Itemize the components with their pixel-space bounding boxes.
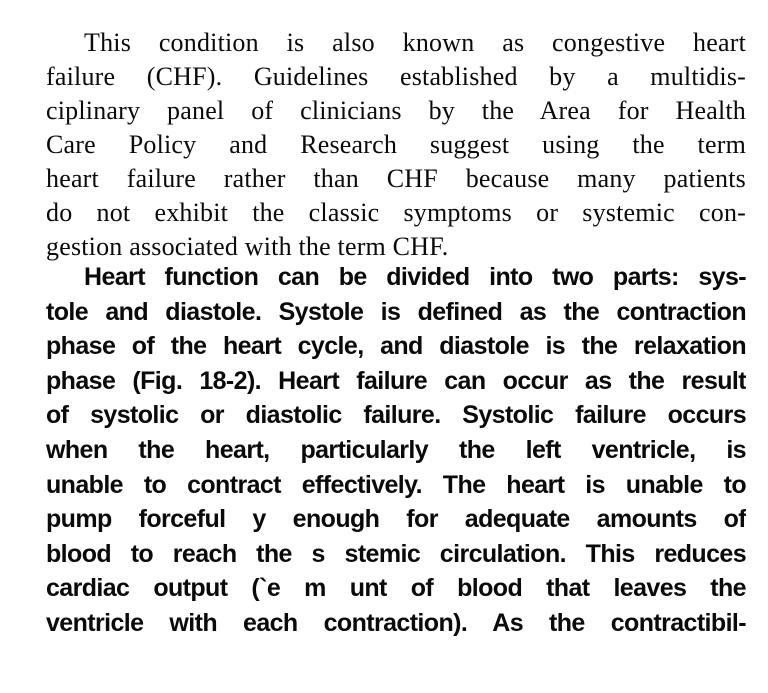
- text-line: when the heart, particularly the left ventricle, is: [46, 435, 746, 464]
- text-line: gestion associated with the term CHF.: [46, 232, 449, 261]
- text-line: phase (Fig. 18-2). Heart failure can occur as the result: [46, 366, 746, 395]
- text-line: heart failure rather than CHF because many patients: [46, 164, 746, 193]
- text-line: cardiac output (`e m unt of blood that leaves the: [46, 574, 746, 603]
- text-line: This condition is also known as congestive heart: [84, 28, 746, 57]
- text-line: pump forceful y enough for adequate amounts of: [46, 505, 746, 534]
- text-line: blood to reach the s stemic circulation. This reduces: [46, 539, 746, 568]
- text-line: Care Policy and Research suggest using the term: [46, 130, 746, 159]
- text-line: of systolic or diastolic failure. Systolic failure occurs: [46, 401, 746, 430]
- text-line: ventricle with each contraction). As the contractibil-: [46, 608, 746, 637]
- text-line: Heart function can be divided into two parts: sys-: [84, 263, 746, 291]
- text-line: phase of the heart cycle, and diastole is the relaxation: [46, 332, 746, 361]
- text-line: failure (CHF). Guidelines established by a multidis-: [46, 62, 746, 91]
- text-line: tole and diastole. Systole is defined as the contraction: [46, 297, 746, 326]
- paragraph-heart-function: [46, 260, 746, 641]
- text-line: do not exhibit the classic symptoms or systemic con-: [46, 198, 746, 227]
- paragraph-congestive-heart-failure: [46, 26, 746, 264]
- text-line: ciplinary panel of clinicians by the Area for Health: [46, 96, 746, 125]
- text-line: unable to contract effectively. The heart is unable to: [46, 470, 746, 499]
